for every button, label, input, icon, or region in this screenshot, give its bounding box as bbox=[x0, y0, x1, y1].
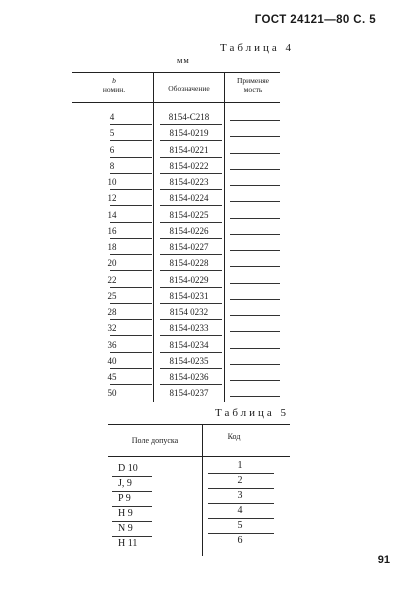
table4-usage-blank bbox=[230, 396, 280, 397]
table4-cell-b: 16 bbox=[107, 225, 117, 236]
table4-row-line-b bbox=[110, 352, 152, 353]
table4-usage-blank bbox=[230, 364, 280, 365]
table4-cell-code: 8154-0219 bbox=[169, 128, 209, 139]
table4-cell-b: 18 bbox=[107, 242, 117, 252]
table4-header-b bbox=[84, 76, 144, 94]
table5-header-code: Код bbox=[227, 432, 241, 441]
table4-usage-blank bbox=[230, 136, 280, 137]
table4-header-usage-line2: мость bbox=[243, 85, 263, 94]
table4-row-line-code bbox=[160, 335, 222, 336]
table4-cell-code: 8154-0221 bbox=[169, 144, 209, 155]
table5-row-line-field bbox=[112, 491, 152, 492]
table4-usage-blank bbox=[230, 218, 280, 219]
table4-cell-b: 50 bbox=[107, 388, 117, 399]
table4-cell-b: 40 bbox=[107, 355, 117, 366]
table4-row-line-code bbox=[160, 352, 222, 353]
table5-cell-field: D 10 bbox=[118, 463, 138, 474]
table4-row-line-b bbox=[110, 270, 152, 271]
table4-row-line-code bbox=[160, 222, 222, 223]
table4-usage-blank bbox=[230, 380, 280, 381]
table4-cell-b: 36 bbox=[107, 339, 117, 350]
table4-row-line-code bbox=[160, 254, 222, 255]
table5-header-field: Поле допуска bbox=[131, 436, 179, 445]
table4-usage-blank bbox=[230, 250, 280, 251]
table4-header-b-label: номин. bbox=[102, 85, 126, 94]
table4-row-line-code bbox=[160, 287, 222, 288]
table5-cell-code: 4 bbox=[237, 505, 243, 516]
table4-row-line-b bbox=[110, 335, 152, 336]
table4-caption: Таблица 4 bbox=[220, 42, 295, 54]
table5-cell-field: H 9 bbox=[118, 508, 133, 519]
table4-usage-blank bbox=[230, 283, 280, 284]
table4-cell-b: 32 bbox=[107, 323, 117, 334]
table4-usage-blank bbox=[230, 201, 280, 202]
table5-cell-code: 3 bbox=[237, 490, 243, 501]
table4-row-line-code bbox=[160, 189, 222, 190]
table4-col-divider-2 bbox=[224, 72, 225, 402]
table4-header-code: Обозначение bbox=[168, 84, 210, 93]
table4-row-line-b bbox=[110, 222, 152, 223]
table4-cell-b: 20 bbox=[107, 258, 117, 269]
table4-row-line-b bbox=[110, 157, 152, 158]
table4-header-b-symbol: b bbox=[112, 76, 116, 85]
table4-cell-code: 8154-C218 bbox=[168, 112, 210, 122]
table4-row-line-b bbox=[110, 189, 152, 190]
document-header: ГОСТ 24121—80 С. 5 bbox=[254, 14, 376, 26]
table4-cell-code: 8154-0234 bbox=[169, 339, 209, 350]
table4-usage-blank bbox=[230, 234, 280, 235]
table5-row-line-field bbox=[112, 476, 152, 477]
table4-row-line-code bbox=[160, 205, 222, 206]
table4-usage-blank bbox=[230, 299, 280, 300]
table4-row-line-b bbox=[110, 238, 152, 239]
table5-cell-code: 2 bbox=[237, 475, 243, 486]
table5-cell-code: 1 bbox=[237, 460, 243, 471]
table4-row-line-b bbox=[110, 205, 152, 206]
table5-top-border bbox=[108, 424, 290, 425]
table4-cell-code: 8154-0225 bbox=[169, 209, 209, 220]
table4-cell-code: 8154-0228 bbox=[169, 258, 209, 269]
table4-row-line-code bbox=[160, 270, 222, 271]
table4-cell-code: 8154-0226 bbox=[169, 225, 209, 236]
table4-row-line-code bbox=[160, 238, 222, 239]
table5-cell-code: 5 bbox=[237, 520, 243, 531]
table5-cell-field: N 9 bbox=[118, 523, 133, 534]
table4-row-line-b bbox=[110, 254, 152, 255]
table4-row-line-code bbox=[160, 173, 222, 174]
table4-cell-code: 8154-0229 bbox=[169, 274, 209, 285]
table5-row-line-code bbox=[208, 503, 274, 504]
table4-cell-b: 14 bbox=[107, 209, 117, 220]
table4-row-line-code bbox=[160, 368, 222, 369]
table4-row-line-code bbox=[160, 319, 222, 320]
table5-row-line-code bbox=[208, 518, 274, 519]
table4-cell-b: 22 bbox=[107, 274, 117, 285]
table4-usage-blank bbox=[230, 331, 280, 332]
table4-cell-b: 4 bbox=[109, 112, 115, 122]
table5-row-line-field bbox=[112, 506, 152, 507]
table4-row-line-b bbox=[110, 384, 152, 385]
table5-cell-code: 6 bbox=[237, 535, 243, 546]
table4-usage-blank bbox=[230, 266, 280, 267]
table4-row-line-code bbox=[160, 303, 222, 304]
table5-cell-field: H 11 bbox=[118, 538, 138, 549]
table4-row-line-b bbox=[110, 368, 152, 369]
table4-row-line-code bbox=[160, 140, 222, 141]
table4-cell-b: 45 bbox=[107, 372, 117, 382]
table4-cell-code: 8154-0224 bbox=[169, 193, 209, 204]
table4-cell-b: 25 bbox=[107, 290, 117, 301]
table5-header-border bbox=[108, 456, 290, 457]
table5-cell-field: J, 9 bbox=[118, 478, 132, 489]
table4-header-usage-line1: Применяе bbox=[236, 76, 270, 85]
table4-row-line-b bbox=[110, 287, 152, 288]
table5-col-divider bbox=[202, 424, 203, 556]
table4-cell-b: 8 bbox=[109, 160, 115, 171]
table4-cell-b: 5 bbox=[109, 128, 115, 139]
table4-header-border bbox=[72, 102, 280, 103]
table4-cell-code: 8154-0235 bbox=[169, 355, 209, 366]
table4-cell-code: 8154-0237 bbox=[169, 388, 209, 399]
table4-row-line-code bbox=[160, 384, 222, 385]
table4-cell-code: 8154-0231 bbox=[169, 290, 209, 301]
table4-cell-b: 6 bbox=[109, 144, 115, 155]
table5-row-line-code bbox=[208, 488, 274, 489]
table4-row-line-b bbox=[110, 173, 152, 174]
table5-row-line-code bbox=[208, 473, 274, 474]
table4-usage-blank bbox=[230, 315, 280, 316]
table4-top-border bbox=[72, 72, 280, 73]
table4-unit: мм bbox=[177, 55, 190, 65]
table4-usage-blank bbox=[230, 169, 280, 170]
table5-row-line-field bbox=[112, 521, 152, 522]
table4-row-line-b bbox=[110, 303, 152, 304]
table4-usage-blank bbox=[230, 185, 280, 186]
table4-row-line-b bbox=[110, 319, 152, 320]
table4-cell-code: 8154 0232 bbox=[169, 307, 209, 317]
table4-cell-code: 8154-0227 bbox=[169, 242, 209, 252]
table4-cell-code: 8154-0236 bbox=[169, 372, 209, 382]
table4-cell-code: 8154-0222 bbox=[169, 160, 209, 171]
page-number: 91 bbox=[377, 554, 390, 566]
table5-caption: Таблица 5 bbox=[215, 407, 290, 419]
table5-row-line-field bbox=[112, 536, 152, 537]
table4-cell-b: 28 bbox=[107, 307, 117, 317]
table4-row-line-code bbox=[160, 124, 222, 125]
table4-usage-blank bbox=[230, 348, 280, 349]
table4-row-line-code bbox=[160, 157, 222, 158]
table4-usage-blank bbox=[230, 153, 280, 154]
table4-row-line-b bbox=[110, 140, 152, 141]
table4-header-usage bbox=[226, 76, 280, 94]
table4-row-line-b bbox=[110, 124, 152, 125]
table5-cell-field: P 9 bbox=[118, 493, 131, 504]
table4-cell-b: 12 bbox=[107, 193, 117, 204]
table5-row-line-code bbox=[208, 533, 274, 534]
table4-cell-code: 8154-0223 bbox=[169, 177, 209, 187]
table4-cell-b: 10 bbox=[107, 177, 117, 187]
table4-cell-code: 8154-0233 bbox=[169, 323, 209, 334]
table4-usage-blank bbox=[230, 120, 280, 121]
